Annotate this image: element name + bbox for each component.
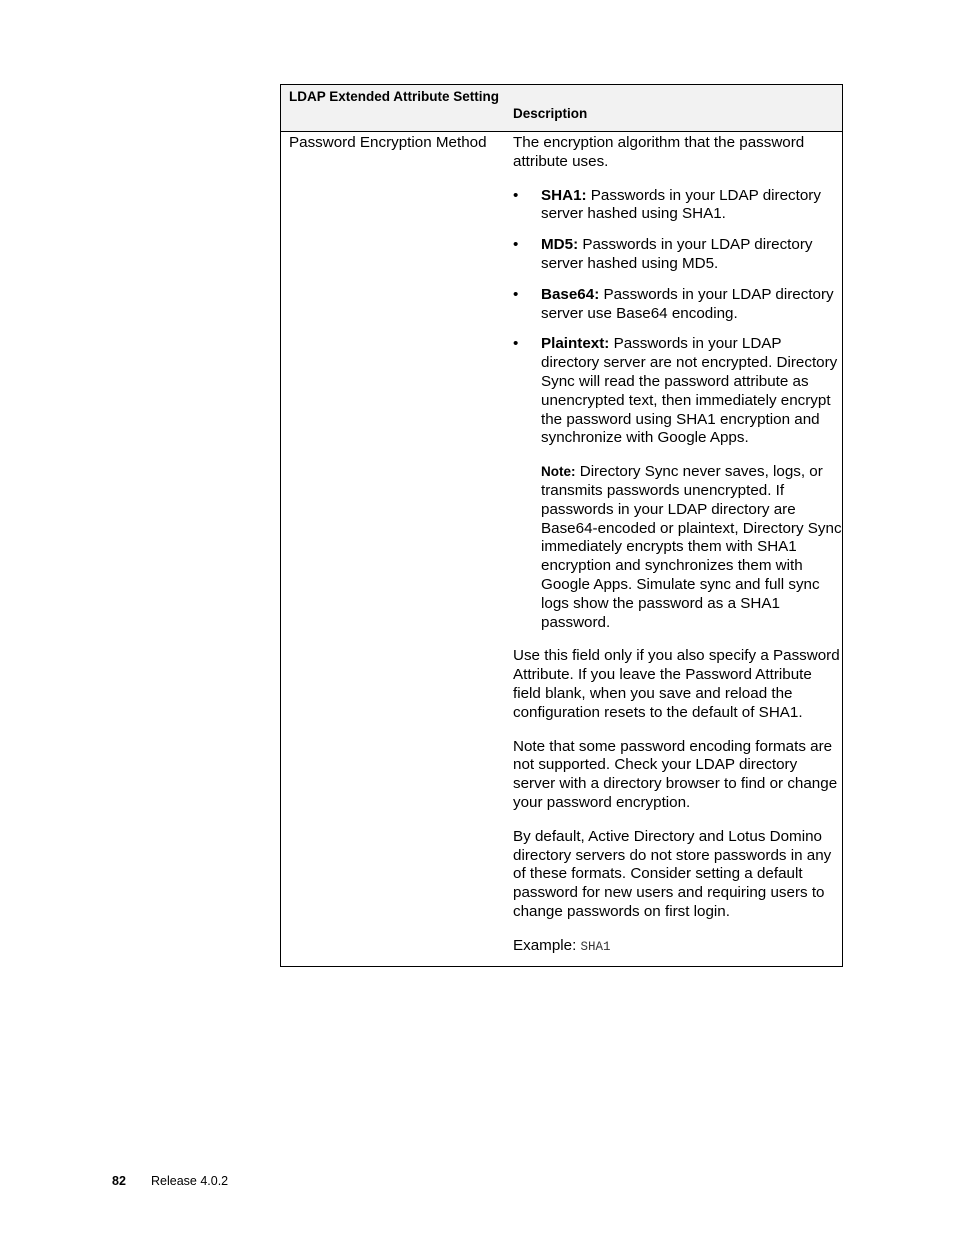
bullet-dot: • [513,186,519,204]
note [513,463,842,632]
release-label: Release 4.0.2 [151,1174,229,1188]
settings-table [280,84,843,967]
example-value: SHA1 [580,939,611,954]
setting-description [505,132,842,966]
bullet-term: MD5: [541,236,579,254]
bullet-term: SHA1: [541,186,587,204]
paragraph-default-behavior: By default, Active Directory and Lotus Domino directory servers do not store passwords in any of these formats. Consider setting a default password for new users and requiring users to change passwords on first login. [513,827,832,920]
note-label: Note: [541,464,576,480]
bullet-term: Base64: [541,285,600,303]
bullet-sha1 [513,187,842,225]
page-number: 82 [112,1174,126,1188]
bullet-text: Passwords in your LDAP directory server are not encrypted. Directory Sync will read the password attribute as unencrypted text, then immediately encrypt the password using SHA1 encryption and synchronize with Google Apps. [541,335,838,447]
bullet-dot: • [513,285,519,303]
bullet-base64 [513,286,842,324]
example [513,937,842,957]
page-footer [112,1174,228,1188]
table-row [281,132,842,966]
bullet-dot: • [513,236,519,254]
bullet-text: Passwords in your LDAP directory server use Base64 encoding. [541,285,834,322]
paragraph-field-usage: Use this field only if you also specify a Password Attribute. If you leave the Password Attribute field blank, when you save and reload the configuration resets to the default of SHA1. [513,647,840,721]
table-header [281,85,842,132]
paragraph-unsupported-formats: Note that some password encoding formats are not supported. Check your LDAP directory server with a directory browser to find or change your password encryption. [513,737,838,811]
setting-name: Password Encryption Method [289,134,487,151]
bullet-text: Passwords in your LDAP directory server hashed using MD5. [541,236,813,272]
header-description: Description [513,106,588,121]
bullet-text: Passwords in your LDAP directory server hashed using SHA1. [541,186,821,223]
bullet-term: Plaintext: [541,335,610,353]
note-text: Directory Sync never saves, logs, or transmits passwords unencrypted. If passwords in your LDAP directory are Base64-encoded or plaintext, Directory Sync immediately encrypts them with SHA1 encryption and synchronizes them with Google Apps. Simulate sync and full sync logs show the password as a SHA1 password. [541,463,842,631]
bullet-md5 [513,236,842,274]
header-setting: LDAP Extended Attribute Setting [289,89,500,104]
intro-text: The encryption algorithm that the password attribute uses. [513,134,805,170]
bullet-dot: • [513,335,519,353]
example-label: Example: [513,936,581,954]
bullet-plaintext [513,335,842,448]
